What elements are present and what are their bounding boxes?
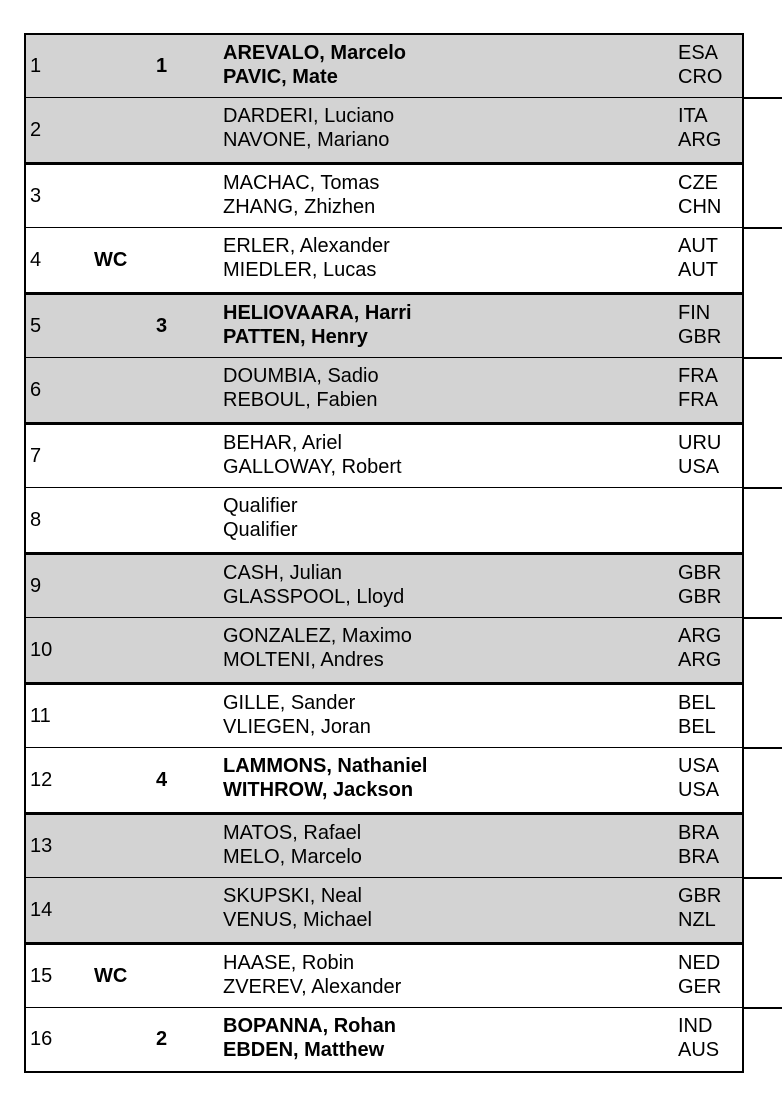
partner-name: VLIEGEN, Joran: [223, 716, 371, 738]
player-nation: BRA: [678, 822, 720, 844]
partner-name: GLASSPOOL, Lloyd: [223, 586, 405, 608]
player-name: GONZALEZ, Maximo: [223, 625, 412, 647]
draw-row: [24, 683, 744, 748]
partner-nation: BRA: [678, 846, 720, 868]
seed-number: 2: [156, 1028, 168, 1050]
bracket-connector-line: [744, 877, 782, 879]
player-name: BOPANNA, Rohan: [223, 1015, 396, 1037]
bracket-connector-line: [744, 357, 782, 359]
partner-name: WITHROW, Jackson: [223, 779, 414, 801]
draw-position: 14: [30, 898, 53, 921]
player-nation: GBR: [678, 562, 722, 584]
player-nation: CZE: [678, 172, 718, 194]
partner-name: ZVEREV, Alexander: [223, 976, 402, 998]
partner-nation: BEL: [678, 716, 716, 738]
bracket-connector-line: [744, 227, 782, 229]
player-name: SKUPSKI, Neal: [223, 885, 362, 907]
bracket-connector-line: [744, 747, 782, 749]
player-name: BEHAR, Ariel: [223, 432, 342, 454]
player-name: MACHAC, Tomas: [223, 172, 380, 194]
seed-number: 3: [156, 314, 168, 337]
draw-row: [24, 423, 744, 488]
partner-name: MELO, Marcelo: [223, 846, 362, 868]
draw-position: 5: [30, 314, 42, 337]
bracket-connector-line: [744, 617, 782, 619]
draw-position: 3: [30, 184, 42, 207]
partner-name: ZHANG, Zhizhen: [223, 196, 376, 218]
draw-position: 9: [30, 574, 42, 597]
player-nation: AUT: [678, 235, 718, 257]
draw-row: [24, 293, 744, 358]
partner-nation: GBR: [678, 326, 722, 348]
partner-name: MOLTENI, Andres: [223, 649, 384, 671]
draw-row: [24, 943, 744, 1008]
player-nation: IND: [678, 1015, 713, 1037]
bracket-connector-line: [744, 97, 782, 99]
draw-row: [24, 553, 744, 618]
player-nation: USA: [678, 755, 720, 777]
partner-nation: FRA: [678, 389, 718, 411]
draw-position: 4: [30, 248, 42, 271]
draw-position: 10: [30, 638, 53, 661]
partner-nation: ARG: [678, 649, 722, 671]
player-name: Qualifier: [223, 495, 298, 517]
draw-position: 11: [30, 704, 51, 727]
draw-position: 2: [30, 118, 42, 141]
bracket-connector-line: [744, 487, 782, 489]
draw-row: [24, 98, 744, 163]
player-nation: FRA: [678, 365, 718, 387]
player-name: AREVALO, Marcelo: [223, 42, 406, 64]
seed-number: 1: [156, 54, 168, 77]
draw-row: [24, 813, 744, 878]
partner-nation: GBR: [678, 586, 722, 608]
partner-nation: AUS: [678, 1039, 720, 1061]
player-nation: GBR: [678, 885, 722, 907]
player-nation: ITA: [678, 105, 708, 127]
partner-name: VENUS, Michael: [223, 909, 372, 931]
player-name: HELIOVAARA, Harri: [223, 302, 412, 324]
draw-position: 12: [30, 768, 53, 791]
draw-position: 6: [30, 378, 42, 401]
draw-row: [24, 33, 744, 98]
player-name: CASH, Julian: [223, 562, 342, 584]
partner-nation: AUT: [678, 259, 718, 281]
draw-position: 7: [30, 444, 42, 467]
partner-nation: CRO: [678, 66, 723, 88]
seed-number: 4: [156, 768, 168, 791]
draw-row: [24, 878, 744, 943]
player-nation: ESA: [678, 42, 719, 64]
draw-position: 8: [30, 508, 42, 531]
partner-nation: NZL: [678, 909, 716, 931]
draw-row: [24, 748, 744, 813]
draw-row: [24, 358, 744, 423]
bracket-connector-line: [744, 1007, 782, 1009]
player-nation: URU: [678, 432, 722, 454]
player-nation: ARG: [678, 625, 722, 647]
draw-row: [24, 488, 744, 553]
partner-name: NAVONE, Mariano: [223, 129, 390, 151]
player-name: GILLE, Sander: [223, 692, 356, 714]
draw-row: [24, 1008, 744, 1073]
draw-row: [24, 163, 744, 228]
draw-position: 15: [30, 964, 53, 987]
player-nation: FIN: [678, 302, 711, 324]
partner-nation: CHN: [678, 196, 722, 218]
partner-name: GALLOWAY, Robert: [223, 456, 402, 478]
partner-name: Qualifier: [223, 519, 298, 541]
player-name: HAASE, Robin: [223, 952, 355, 974]
partner-name: EBDEN, Matthew: [223, 1039, 385, 1061]
draw-position: 1: [30, 54, 42, 77]
player-name: LAMMONS, Nathaniel: [223, 755, 428, 777]
player-name: MATOS, Rafael: [223, 822, 362, 844]
draw-position: 16: [30, 1028, 53, 1050]
partner-nation: USA: [678, 779, 720, 801]
entry-status: WC: [94, 248, 128, 271]
partner-name: PATTEN, Henry: [223, 326, 368, 348]
player-nation: NED: [678, 952, 721, 974]
partner-nation: USA: [678, 456, 720, 478]
partner-name: PAVIC, Mate: [223, 66, 338, 88]
partner-name: MIEDLER, Lucas: [223, 259, 377, 281]
partner-nation: GER: [678, 976, 722, 998]
player-name: DARDERI, Luciano: [223, 105, 395, 127]
draw-position: 13: [30, 834, 53, 857]
partner-nation: ARG: [678, 129, 722, 151]
draw-row: [24, 618, 744, 683]
draw-row: [24, 228, 744, 293]
player-nation: BEL: [678, 692, 716, 714]
entry-status: WC: [94, 964, 128, 987]
partner-name: REBOUL, Fabien: [223, 389, 378, 411]
draw-bracket: [24, 33, 744, 1077]
player-name: ERLER, Alexander: [223, 235, 390, 257]
player-name: DOUMBIA, Sadio: [223, 365, 379, 387]
